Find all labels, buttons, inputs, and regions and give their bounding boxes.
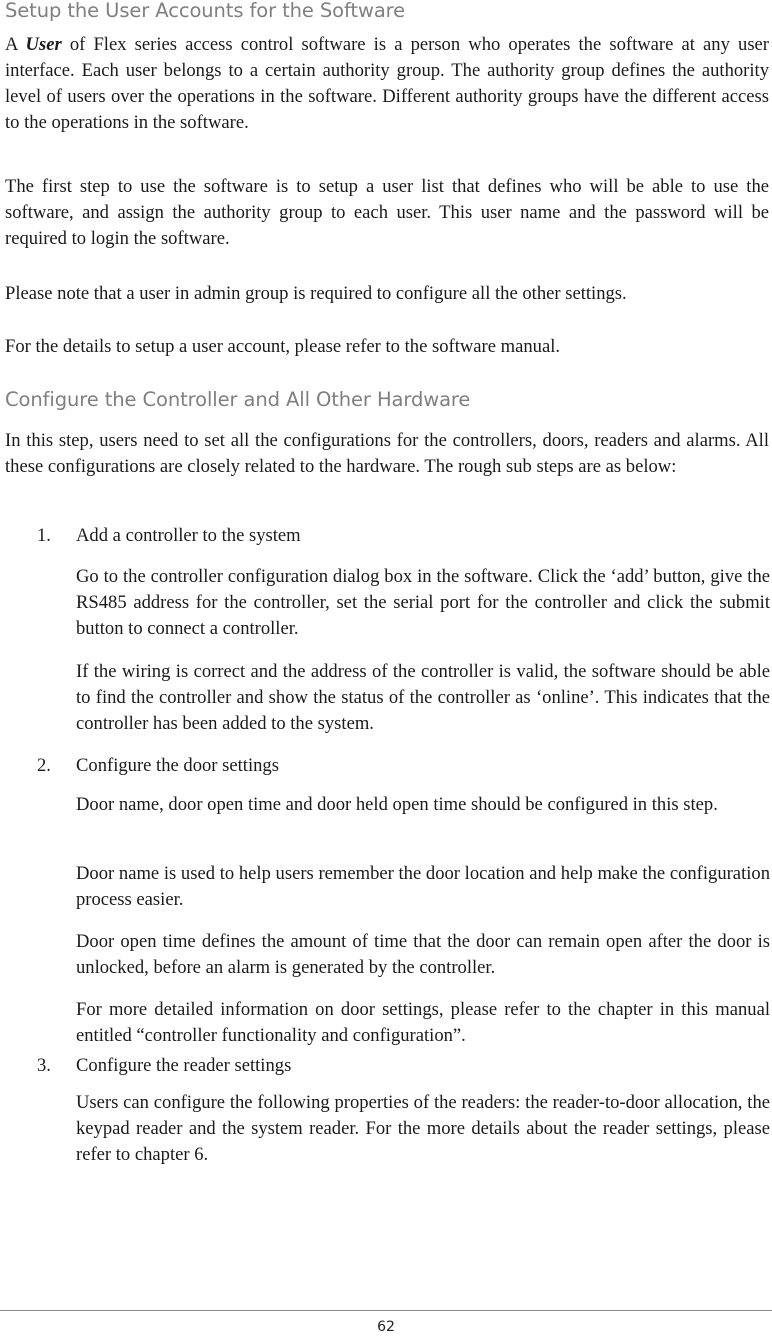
paragraph-text: of Flex series access control software is a person who operates the software at any user interface. Each user belongs to a certain authority group. The authority group defines the authority level of users over the operations in the software. Different authority groups have the different access to the operations in the software.: [5, 34, 769, 133]
paragraph-user-definition: [5, 32, 769, 136]
section-heading-user-accounts: Setup the User Accounts for the Software: [5, 0, 406, 22]
list-item-paragraph: [76, 929, 770, 981]
footer-divider: [0, 1310, 772, 1311]
section-heading-controller-hardware: Configure the Controller and All Other Hardware: [5, 388, 471, 411]
paragraph-text: Please note that a user in admin group is required to configure all the other settings.: [5, 283, 627, 304]
paragraph-admin-note: [5, 281, 769, 307]
list-item-paragraph: [76, 659, 770, 737]
paragraph-text: Go to the controller configuration dialog box in the software. Click the ‘add’ button, give the RS485 address for the controller, set the serial port for the controller and click the submit button to connect a controller.: [76, 566, 770, 639]
paragraph-text: In this step, users need to set all the configurations for the controllers, doors, readers and alarms. All these configurations are closely related to the hardware. The rough sub steps are as below:: [5, 430, 769, 477]
list-item-title: Configure the door settings: [76, 755, 279, 776]
paragraph-text: Door name, door open time and door held open time should be configured in this step.: [76, 794, 718, 815]
list-item-paragraph: [76, 997, 770, 1049]
list-item-paragraph: [76, 792, 770, 818]
list-item-number: 2.: [37, 755, 51, 776]
list-item-number: 1.: [37, 525, 51, 546]
paragraph-text: For more detailed information on door settings, please refer to the chapter in this manual entitled “controller functionality and configuration”.: [76, 999, 770, 1046]
paragraph-text: For the details to setup a user account, please refer to the software manual.: [5, 336, 561, 357]
paragraph-text: If the wiring is correct and the address of the controller is valid, the software should be able to find the controller and show the status of the controller as ‘online’. This indicates that the controller has been added to the system.: [76, 661, 770, 734]
list-item-paragraph: [76, 564, 770, 642]
page-number: 62: [377, 1319, 395, 1335]
paragraph-text: The first step to use the software is to setup a user list that defines who will be able to use the software, and assign the authority group to each user. This user name and the password will be required to login the software.: [5, 176, 769, 249]
list-item-paragraph: [76, 1090, 770, 1168]
paragraph-first-step: [5, 174, 769, 252]
paragraph-text: Door name is used to help users remember the door location and help make the configuration process easier.: [76, 863, 770, 910]
list-item-number: 3.: [37, 1055, 51, 1076]
user-term: User: [25, 34, 62, 55]
paragraph-hardware-intro: [5, 428, 769, 480]
paragraph-text: Users can configure the following properties of the readers: the reader-to-door allocation, the keypad reader and the system reader. For the more details about the reader settings, please refer to chapter 6.: [76, 1092, 770, 1165]
paragraph-manual-ref: [5, 334, 769, 360]
list-item-title: Add a controller to the system: [76, 525, 301, 546]
paragraph-prefix: A: [5, 34, 26, 55]
list-item-title: Configure the reader settings: [76, 1055, 292, 1076]
paragraph-text: Door open time defines the amount of time that the door can remain open after the door is unlocked, before an alarm is generated by the controller.: [76, 931, 770, 978]
list-item-paragraph: [76, 861, 770, 913]
